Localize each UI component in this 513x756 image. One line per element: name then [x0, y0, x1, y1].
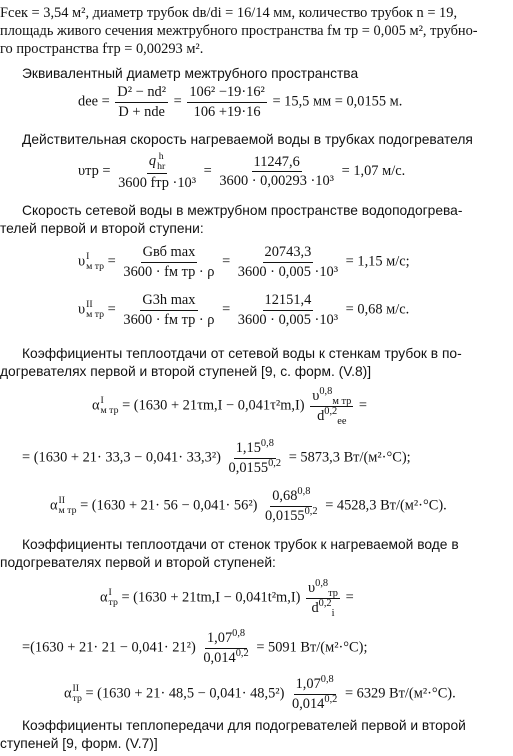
paragraph-network-water-velocity-2: телей первой и второй ступени: [0, 221, 204, 236]
equation-intertube-velocity-stage-2: υ II м тр = $\frac{\text{G3h max}}{\text{3600 · fм тр · ρ}}$ = $\frac{12151,4}{\text{3600 · 0,005 ·10³}}$ = 0,68 м/с. [78, 292, 410, 328]
paragraph-heat-transfer-heated-2: подогревателях первой и второй ступеней: [0, 555, 276, 570]
equation-alpha-tube-stage-1: =(1630 + 21· 21 − 0,041· 21²) $\frac{1,07^{0,8}}{0,014^{0,2}}$ = 5091 Вт/(м²·°С); [22, 628, 368, 666]
equation-alpha-tube-general: α I тр = (1630 + 21tm,I − 0,041t²m,I) $\frac{\upsilon^{0,8}_{тр}}{d^{0,2}_i}$ = [100, 578, 354, 619]
equation-equivalent-diameter: dее = $\frac{\text{D² − nd²}}{\text{D + ndе}}$ = $\frac{\text{106² −19·16²}}{106 +19\cdot 16}$ = 15,5 мм = 0,0155 м. [78, 84, 403, 120]
paragraph-heat-transfer-coefficients-1: Коэффициенты теплопередачи для подогревателей первой и второй [22, 718, 466, 733]
intro-line-3: го пространства fтр = 0,00293 м². [0, 41, 204, 57]
paragraph-heated-water-velocity: Действительная скорость нагреваемой воды в трубках подогревателя [22, 132, 473, 147]
equation-tube-velocity: υтр = q h hr 3600 fтр ·10³ = $\frac{11247,6}{\text{3600 · 0,00293 ·10³}}$ = 1,07 м/с. [78, 151, 406, 191]
paragraph-heat-transfer-network-1: Коэффициенты теплоотдачи от сетевой воды к стенкам трубок в по- [22, 346, 462, 361]
equation-alpha-intertube-general: α I м тр = (1630 + 21τm,I − 0,041τ²m,I) $\frac{\upsilon^{0,8}_{м тр}}{d^{0,2}_{ее}}$ = [92, 386, 368, 427]
equation-intertube-velocity-stage-1: υ I м тр = $\frac{\text{Gвб max}}{\text{3600 · fм тр · ρ}}$ = $\frac{20743,3}{\text{3600 · 0,005 ·10³}}$ = 1,15 м/с; [78, 244, 410, 280]
intro-line-1: Fсек = 3,54 м², диаметр трубок dв/di = 16/14 мм, количество трубок n = 19, [0, 5, 458, 21]
paragraph-heat-transfer-coefficients-2: ступеней [9, форм. (V.7)] [0, 736, 158, 751]
equation-alpha-intertube-stage-1: = (1630 + 21· 33,3 − 0,041· 33,3²) $\frac{1,15^{0,8}}{0,0155^{0,2}}$ = 5873,3 Вт/(м²·°С); [22, 438, 411, 476]
paragraph-network-water-velocity-1: Скорость сетевой воды в межтрубном пространстве водоподогрева- [22, 203, 463, 218]
paragraph-heat-transfer-heated-1: Коэффициенты теплоотдачи от стенок трубок к нагреваемой воде в [22, 537, 459, 552]
equation-alpha-intertube-stage-2: α II м тр = (1630 + 21· 56 − 0,041· 56²) $\frac{0,68^{0,8}}{0,0155^{0,2}}$ = 4528,3 Вт/(м²·°С). [50, 486, 447, 524]
equation-alpha-tube-stage-2: α II тр = (1630 + 21· 48,5 − 0,041· 48,5²) $\frac{1,07^{0,8}}{0,014^{0,2}}$ = 6329 Вт/(м²·°С). [64, 674, 456, 712]
paragraph-equivalent-diameter: Эквивалентный диаметр межтрубного пространства [22, 66, 359, 81]
intro-line-2: площадь живого сечения межтрубного пространства fм тр = 0,005 м², трубно- [0, 23, 478, 39]
paragraph-heat-transfer-network-2: догревателях первой и второй ступеней [9, с. форм. (V.8)] [0, 364, 372, 379]
